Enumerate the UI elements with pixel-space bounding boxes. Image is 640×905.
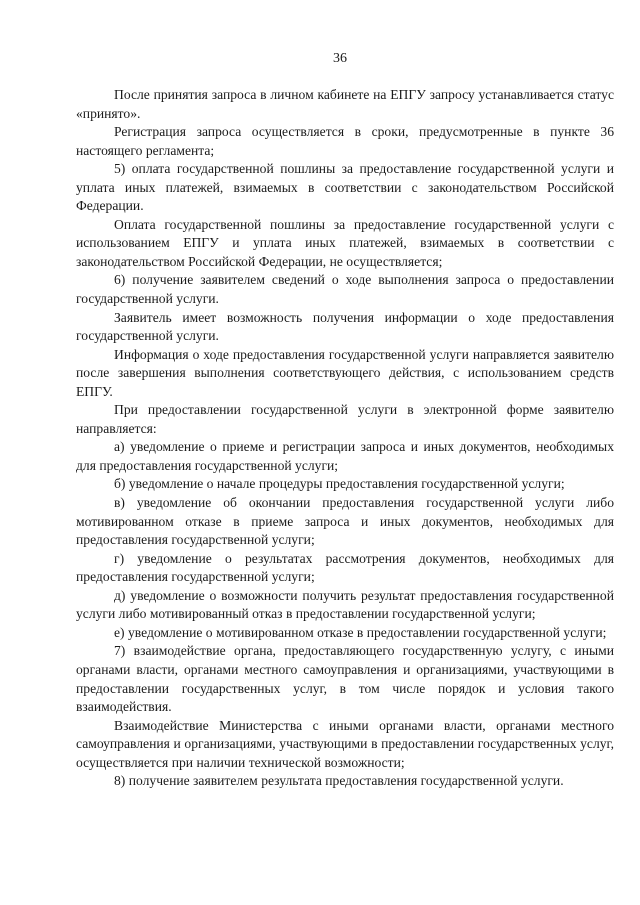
document-body [76, 86, 614, 791]
paragraph: Заявитель имеет возможность получения информации о ходе предоставления государственной услуги. [76, 309, 614, 344]
list-item: б) уведомление о начале процедуры предоставления государственной услуги; [114, 476, 565, 492]
paragraph: Информация о ходе предоставления государственной услуги направляется заявителю после завершения выполнения соответствующего действия, с использованием средств ЕПГУ. [76, 346, 614, 399]
paragraph: 6) получение заявителем сведений о ходе выполнения запроса о предоставлении государственной услуги. [76, 272, 614, 307]
list-item: д) уведомление о возможности получить результат предоставления государственной услуги либо мотивированный отказ в предоставлении государственной услуги; [76, 587, 614, 622]
paragraph: При предоставлении государственной услуги в электронной форме заявителю направляется: [76, 402, 614, 436]
paragraph: 5) оплата государственной пошлины за предоставление государственной услуги и уплата иных платежей, взимаемых в соответствии с законодательством Российской Федерации. [76, 161, 614, 214]
page-number: 36 [333, 51, 347, 66]
list-item: а) уведомление о приеме и регистрации запроса и иных документов, необходимых для предоставления государственной услуги; [76, 439, 614, 473]
paragraph: 7) взаимодействие органа, предоставляющего государственную услугу, с иными органами власти, органами местного самоуправления и организациями, участвующими в предоставлении государственных услуг, в том числе порядок и условия такого взаимодействия. [76, 643, 614, 715]
paragraph: Взаимодействие Министерства с иными органами власти, органами местного самоуправления и организациями, участвующими в предоставлении государственных услуг, осуществляется при наличии технической возможности; [76, 717, 614, 770]
list-item: г) уведомление о результатах рассмотрения документов, необходимых для предоставления государственной услуги; [76, 550, 614, 585]
list-item: е) уведомление о мотивированном отказе в предоставлении государственной услуги; [114, 624, 607, 640]
list-item: в) уведомление об окончании предоставления государственной услуги либо мотивированном отказе в приеме запроса и иных документов, необходимых для предоставления государственной услуги; [76, 495, 614, 548]
paragraph: После принятия запроса в личном кабинете на ЕПГУ запросу устанавливается статус «принято». [76, 87, 614, 121]
paragraph: Регистрация запроса осуществляется в сроки, предусмотренные в пункте 36 настоящего регламента; [76, 124, 614, 158]
paragraph: 8) получение заявителем результата предоставления государственной услуги. [114, 773, 564, 789]
paragraph: Оплата государственной пошлины за предоставление государственной услуги с использованием ЕПГУ и уплата иных платежей, взимаемых в соответствии с законодательством Российской Федерации, не осуществляется; [76, 216, 614, 269]
